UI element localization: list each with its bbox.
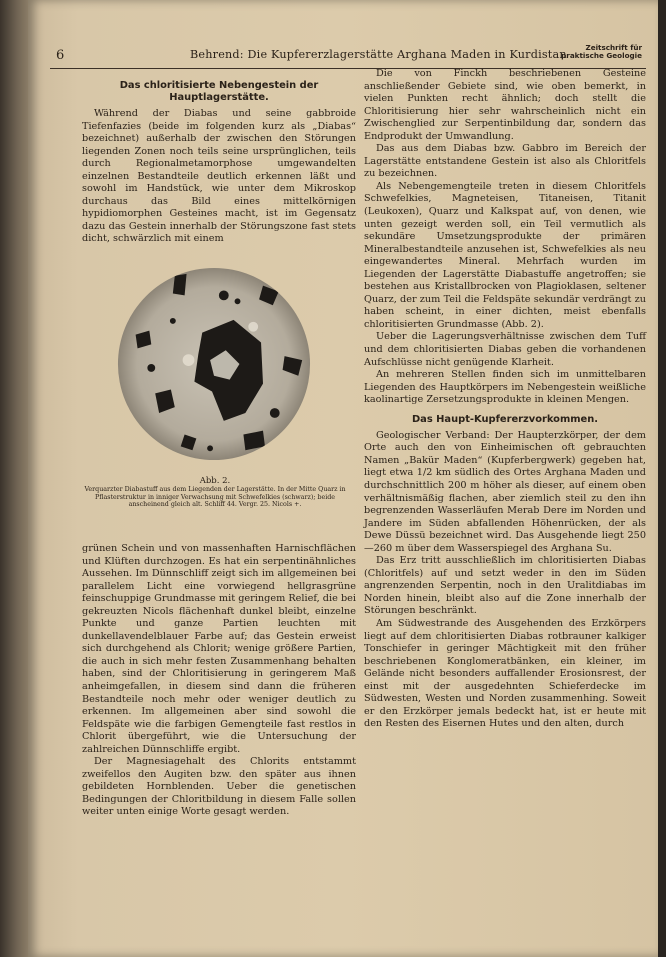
- left-column-top: [82, 80, 356, 246]
- journal-name: [561, 44, 642, 60]
- paragraph: Geologischer Verband: Der Haupterzkörper, der dem Orte auch den von Einheimischen oft gebrauchten Namen „Bakür Maden“ (Kupferbergwerk) gegeben hat, liegt etwa 1/2 km südlich des Ortes Arghana Maden und durchschnittlich 200 m höher als dieser, auf einem oben verhältnismäßig flachen, aber ziemlich steil zu den ihn begrenzenden Wasserläufen Merab Dere im Norden und Jandere im Süden abfallenden Höhenrücken, der als Dewe Düssü bezeichnet wird. Das Ausgehende liegt 250—260 m über dem Wasserspiegel des Arghana Su.: [364, 429, 646, 554]
- right-column: [364, 68, 646, 731]
- paragraph: Die von Finckh beschriebenen Gesteine anschließender Gebiete sind, wie oben bemerkt, in vielen Punkten recht ähnlich; doch stellt die Chloritisierung hier sehr wahrscheinlich nicht ein Zwischenglied zur Serpentinbildung dar, sondern das Endprodukt der Umwandlung.: [364, 68, 646, 142]
- paragraph: Während der Diabas und seine gabbroide Tiefenfazies (beide im folgenden kurz als „Diabas“ bezeichnet) außerhalb der zwischen den Störungen liegenden Zonen noch teils seine ursprünglichen, teils durch Regionalmetamorphose umgewandelten einzelnen Bestandteile deutlich erkennen läßt und sowohl im Handstück, wie unter dem Mikroskop durchaus das Bild eines mittelkörnigen hypidiomorphen Gesteines macht, ist im Gegensatz dazu das Gestein innerhalb der Störungszone fast stets dicht, schwärzlich mit einem: [82, 108, 356, 245]
- micrograph-figure: [116, 266, 312, 462]
- paragraph: Als Nebengemengteile treten in diesem Chloritfels Schwefelkies, Magneteisen, Titaneisen, Titanit (Leukoxen), Quarz und Kalkspat auf, von denen, wie unten gezeigt werden soll, ein Teil vermutlich als sekundäre Umsetzungsprodukte der primären Mineralbestandteile anzusehen ist, Schwefelkies als neu eingewandertes Mineral. Mehrfach wurden im Liegenden der Lagerstätte Diabastuffe angetroffen; sie bestehen aus Kristallbrocken von Plagioklasen, seltener Quarz, der zum Teil die Feldspäte sekundär verdrängt zu haben scheint, in einer dichten, meist ebenfalls chloritisierten Grundmasse (Abb. 2).: [364, 180, 646, 330]
- paragraph: Der Magnesiagehalt des Chlorits entstammt zweifellos den Augiten bzw. den später aus ihnen gebildeten Hornblenden. Ueber die genetischen Bedingungen der Chloritbildung in diesem Falle sollen weiter unten einige Worte gesagt werden.: [82, 756, 356, 818]
- journal-line-1: Zeitschrift für: [585, 43, 642, 52]
- running-title: Behrend: Die Kupfererzlagerstätte Arghana Maden in Kurdistan: [190, 48, 567, 61]
- section-heading-main-deposit: Das Haupt-Kupfererzvorkommen.: [411, 413, 598, 425]
- book-binding-edge: [0, 0, 28, 957]
- paragraph: Am Südwestrande des Ausgehenden des Erzkörpers liegt auf dem chloritisierten Diabas rotbrauner kalkiger Tonschiefer in geringer Mächtigkeit mit den früher beschriebenen Konglomeratbänken, ein kleiner, im Gelände nicht besonders auffallender Erosionsrest, der einst mit der ausgedehnten Schieferdecke im Südwesten, Westen und Norden zusammenhing. Soweit er den Erzkörper jemals bedeckt hat, ist er heute mit den Resten des Eisernen Hutes und den alten, durch: [364, 617, 646, 730]
- paragraph: grünen Schein und von massenhaften Harnischflächen und Klüften durchzogen. Es hat ein serpentinähnliches Aussehen. Im Dünnschliff zeigt sich im allgemeinen bei parallelem Licht eine vorwiegend hellgrasgrüne feinschuppige Grundmasse mit geringem Relief, die bei gekreuzten Nicols flächenhaft dunkel bleibt, einzelne Punkte und ganze Partien leuchten mit dunkellavendelblauer Farbe auf; das Gestein erweist sich durchgehend als Chlorit; wenige größere Partien, die auch in sich mehr festen Zusammenhang behalten haben, sind der Chloritisierung in geringerem Maß anheimgefallen, in diesem sind dann die früheren Bestandteile noch mehr oder weniger deutlich zu erkennen. Im allgemeinen aber sind sowohl die Feldspäte wie die farbigen Gemengteile fast restlos in Chlorit übergeführt, wie die Untersuchung der zahlreichen Dünnschliffe ergibt.: [82, 543, 356, 755]
- figure-caption: [84, 478, 346, 509]
- figure-caption-text: Verquarzter Diabastuff aus dem Liegenden der Lagerstätte. In der Mitte Quarz in Pflasterstruktur in inniger Verwachsung mit Schwefelkies (schwarz); beide anscheinend gleich alt. Schliff 44. Vergr. 25. Nicols +.: [84, 486, 346, 509]
- paragraph: An mehreren Stellen finden sich im unmittelbaren Liegenden des Hauptkörpers im Nebengestein weißliche kaolinartige Zersetzungsprodukte in kleinen Mengen.: [364, 369, 646, 406]
- page-number: 6: [56, 48, 65, 63]
- figure-label: Abb. 2.: [199, 476, 231, 486]
- section-heading-chlorite: Das chloritisierte Nebengestein der Hauptlagerstätte.: [119, 80, 319, 103]
- journal-line-2: praktische Geologie: [561, 51, 642, 60]
- paragraph: Ueber die Lagerungsverhältnisse zwischen dem Tuff und dem chloritisierten Diabas geben die vorhandenen Aufschlüsse nicht genügende Klarheit.: [364, 331, 646, 368]
- running-header: [50, 44, 646, 69]
- left-column-bottom: [82, 543, 356, 819]
- paragraph: Das Erz tritt ausschließlich im chloritisierten Diabas (Chloritfels) auf und setzt weder in den im Süden angrenzenden Serpentin, noch in den Uralitdiabas im Norden hinein, bleibt also auf die Zone innerhalb der Störungen beschränkt.: [364, 555, 646, 617]
- paragraph: Das aus dem Diabas bzw. Gabbro im Bereich der Lagerstätte entstandene Gestein ist also als Chloritfels zu bezeichnen.: [364, 143, 646, 180]
